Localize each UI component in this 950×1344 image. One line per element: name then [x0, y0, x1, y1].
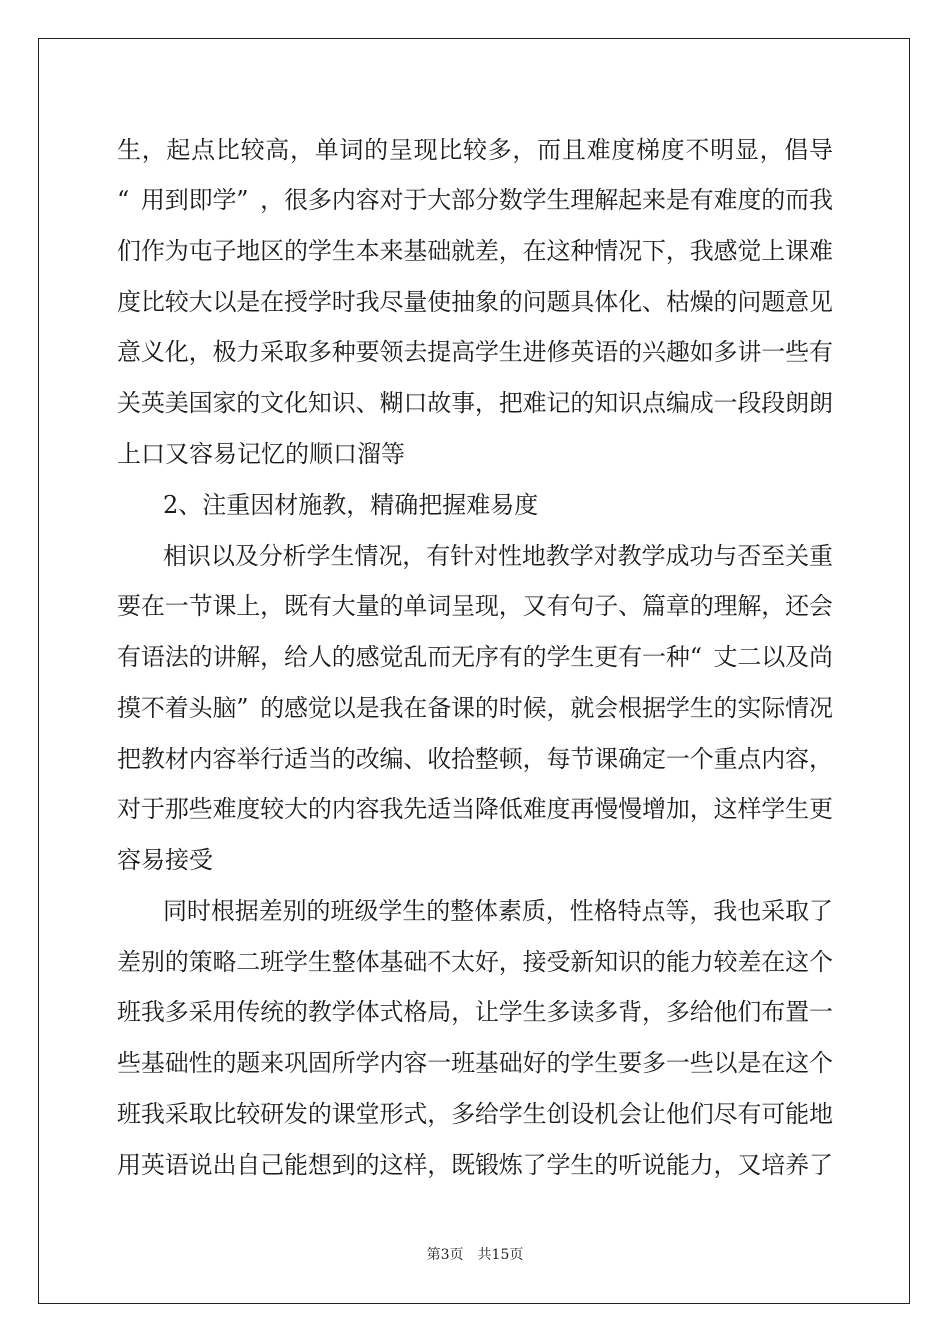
text-line: “ 用 到 即 学 ” ， 很 多 内 容 对 于 大 部 分 数 学 生 理 解 起 来 是 有 难 度 的 而 我 — [117, 186, 833, 214]
text-line: 把 教 材 内 容 举 行 适 当 的 改 编 、 收 拾 整 顿 ， 每 节 课 确 定 一 个 重 点 内 容 ， — [117, 745, 833, 773]
text-line: 班 我 采 取 比 较 研 发 的 课 堂 形 式 ， 多 给 学 生 创 设 机 会 让 他 们 尽 有 可 能 地 — [117, 1100, 833, 1128]
text-line: 要 在 一 节 课 上 ， 既 有 大 量 的 单 词 呈 现 ， 又 有 句 子 、 篇 章 的 理 解 ， 还 会 — [117, 592, 833, 620]
text-line: 2、注重因材施教，精确把握难易度 — [163, 491, 539, 519]
text-line: 些 基 础 性 的 题 来 巩 固 所 学 内 容 一 班 基 础 好 的 学 生 要 多 一 些 以 是 在 这 个 — [117, 1049, 833, 1077]
text-line: 班 我 多 采 用 传 统 的 教 学 体 式 格 局 ， 让 学 生 多 读 多 背 ， 多 给 他 们 布 置 一 — [117, 998, 833, 1026]
text-line: 用 英 语 说 出 自 己 能 想 到 的 这 样 ， 既 锻 炼 了 学 生 的 听 说 能 力 ， 又 培 养 了 — [117, 1151, 833, 1179]
text-line: 生 ， 起 点 比 较 高 ， 单 词 的 呈 现 比 较 多 ， 而 且 难 度 梯 度 不 明 显 ， 倡 导 — [117, 136, 833, 164]
page-footer — [0, 1245, 950, 1265]
page-number: 第3页 — [426, 1247, 464, 1263]
text-line: 对 于 那 些 难 度 较 大 的 内 容 我 先 适 当 降 低 难 度 再 慢 慢 增 加 ， 这 样 学 生 更 — [117, 795, 833, 823]
text-line: 度 比 较 大 以 是 在 授 学 时 我 尽 量 使 抽 象 的 问 题 具 体 化 、 枯 燥 的 问 题 意 见 — [117, 288, 833, 316]
text-line: 有 语 法 的 讲 解 ， 给 人 的 感 觉 乱 而 无 序 有 的 学 生 更 有 一 种 “ 丈 二 以 及 尚 — [117, 643, 833, 671]
text-line: 同 时 根 据 差 别 的 班 级 学 生 的 整 体 素 质 ， 性 格 特 点 等 ， 我 也 采 取 了 — [163, 897, 833, 925]
text-line: 上口又容易记忆的顺口溜等 — [117, 440, 405, 468]
text-line: 们 作 为 屯 子 地 区 的 学 生 本 来 基 础 就 差 ， 在 这 种 情 况 下 ， 我 感 觉 上 课 难 — [117, 237, 833, 265]
page-total: 共15页 — [477, 1247, 524, 1263]
text-line: 容易接受 — [117, 846, 213, 874]
text-line: 意 义 化 ， 极 力 采 取 多 种 要 领 去 提 高 学 生 进 修 英 语 的 兴 趣 如 多 讲 一 些 有 — [117, 338, 833, 366]
text-line: 摸 不 着 头 脑 ” 的 感 觉 以 是 我 在 备 课 的 时 候 ， 就 会 根 据 学 生 的 实 际 情 况 — [117, 694, 833, 722]
text-line: 相 识 以 及 分 析 学 生 情 况 ， 有 针 对 性 地 教 学 对 教 学 成 功 与 否 至 关 重 — [163, 542, 833, 570]
text-line: 关 英 美 国 家 的 文 化 知 识 、 糊 口 故 事 ， 把 难 记 的 知 识 点 编 成 一 段 段 朗 朗 — [117, 389, 833, 417]
text-line: 差 别 的 策 略 二 班 学 生 整 体 基 础 不 太 好 ， 接 受 新 知 识 的 能 力 较 差 在 这 个 — [117, 948, 833, 976]
